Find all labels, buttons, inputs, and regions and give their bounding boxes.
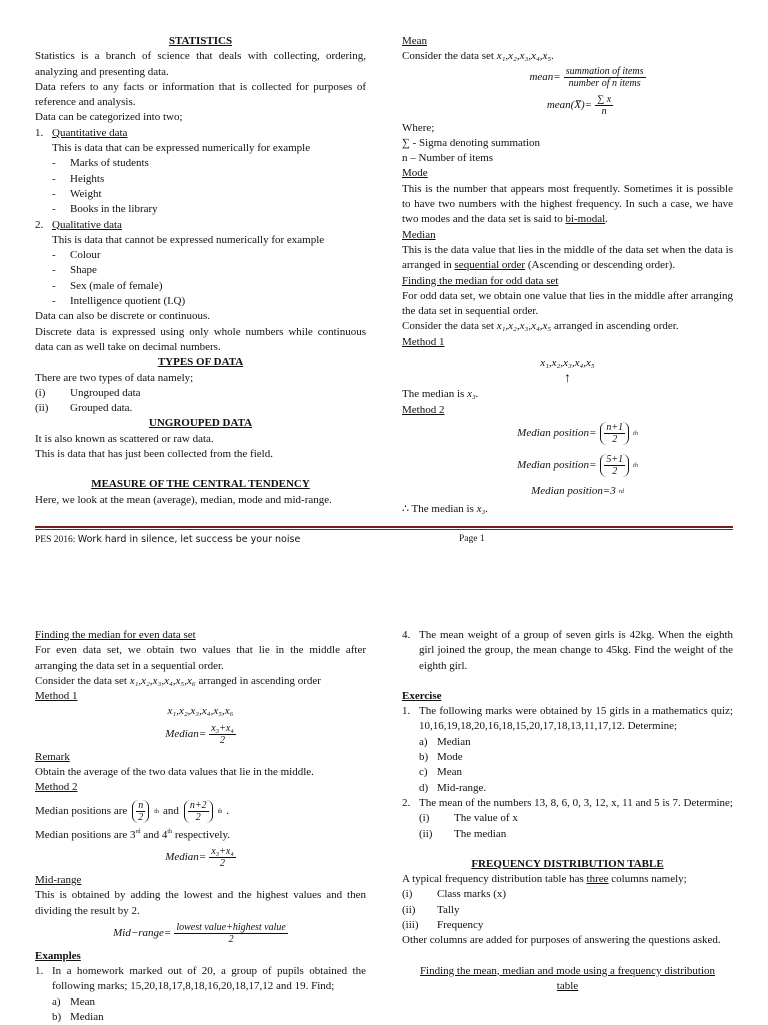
median-position-substituted: Median position= $\frac{5+1}{2}$ th <box>517 454 638 478</box>
heading-method-1: Method 1 <box>35 690 78 703</box>
heading-method-2: Method 2 <box>35 781 78 794</box>
page2-right-column <box>402 628 733 994</box>
heading-median-odd: Finding the median for odd data set <box>402 274 559 287</box>
heading-median-even: Finding the median for even data set <box>35 629 196 641</box>
list-item: - Colour <box>52 249 101 262</box>
paragraph: It is also known as scattered or raw data. <box>35 432 214 445</box>
heading-method-2: Method 2 <box>402 403 445 416</box>
paragraph: Data can also be discrete or continuous. <box>35 310 211 323</box>
paragraph: This is the data value that lies in the middle of the data set when the data is arranged in sequential order (Ascending or descending order). <box>402 243 733 272</box>
median-positions-formula: Median positions are $\frac{n}{2}$ th and $\frac{n+2}{2}$ th . <box>35 800 229 824</box>
paragraph: Consider the data set x₁,x₂,x₃,x₄,x₅ arranged in ascending order. <box>402 320 679 333</box>
paragraph: ∴ The median is x₃. <box>402 502 489 515</box>
page2-left-column <box>35 628 366 1025</box>
heading-examples: Examples <box>35 949 81 962</box>
heading-exercise: Exercise <box>402 689 442 702</box>
section-title-frequency-table: FREQUENCY DISTRIBUTION TABLE <box>471 857 664 870</box>
list-item: 2. The mean of the numbers 13, 8, 6, 0, 3, 12, x, 11 and 5 is 7. Determine; <box>402 796 733 809</box>
paragraph: This is data that has just been collected from the field. <box>35 448 273 461</box>
list-item: - Weight <box>52 187 102 200</box>
arrow-up-icon: ↑ <box>564 371 571 387</box>
list-item: - Books in the library <box>52 203 158 216</box>
page-number: Page 1 <box>459 534 485 544</box>
list-item: - Intelligence quotient (I.Q) <box>52 295 186 308</box>
footer-divider <box>35 526 733 528</box>
list-item: (i) Ungrouped data <box>35 386 141 399</box>
paragraph: For even data set, we obtain two values that lie in the middle after arranging the data set in a sequential order. <box>35 644 366 672</box>
paragraph: This is obtained by adding the lowest and the highest values and then dividing the result by 2. <box>35 889 366 917</box>
data-set-expression: x₁,x₂,x₃,x₄,x₅,x₆ <box>167 705 234 718</box>
list-item: - Sex (male of female) <box>52 279 163 292</box>
mean-formula: mean= $\frac{\text{summation of items}}{\text{number of n items}}$ <box>529 66 644 90</box>
heading-finding-mean-median-mode-cont: table <box>556 979 579 992</box>
list-item: c) Mean <box>419 766 463 779</box>
list-item: - Shape <box>52 264 97 277</box>
list-heading: Quantitative data <box>52 126 128 139</box>
heading-finding-mean-median-mode: Finding the mean, median and mode using a frequency distribution <box>419 964 716 977</box>
paragraph: This is data that can be expressed numerically for example <box>52 142 311 155</box>
paragraph: The median is x₃. <box>402 388 479 401</box>
data-set-expression: x₁,x₂,x₃,x₄,x₅ <box>540 357 595 370</box>
paragraph: Consider the data set x₁,x₂,x₃,x₄,x₅,x₆ arranged in ascending order <box>35 674 321 687</box>
median-formula: Median= $\frac{\text{x₃+x₄}}{2}$ <box>165 846 234 870</box>
section-title-statistics: STATISTICS <box>168 35 233 47</box>
list-item: 1. In a homework marked out of 20, a group of pupils obtained the following marks; 15,20,18,17,8,18,16,20,18,17,12 and 19. Find; <box>35 965 366 993</box>
list-item: (ii) The median <box>419 827 507 840</box>
heading-mid-range: Mid-range <box>35 873 82 886</box>
list-item: (i) Class marks (x) <box>402 888 507 901</box>
list-item: a) Median <box>419 735 471 748</box>
list-item: 1. The following marks were obtained by 15 girls in a mathematics quiz; 10,16,19,18,20,16,18,15,20,17,18,13,11,17,12. Determine; <box>402 705 733 733</box>
paragraph: ∑ - Sigma denoting summation <box>402 136 540 149</box>
heading-method-1: Method 1 <box>402 335 445 348</box>
list-heading: Qualitative data <box>52 218 122 231</box>
paragraph: Here, we look at the mean (average), median, mode and mid-range. <box>35 493 332 506</box>
page1-right-column <box>402 34 733 517</box>
list-item: b) Mode <box>419 751 463 764</box>
list-item: (iii) Frequency <box>402 919 484 932</box>
mid-range-formula: Mid−range= $\frac{\text{lowest value+highest value}}{2}$ <box>113 922 286 946</box>
paragraph: Median positions are 3rd and 4th respectively. <box>35 828 231 841</box>
paragraph: This is the number that appears most frequently. Sometimes it is possible to have two numbers with the highest frequency. In such a case, we have two modes and the data set is said to bi-modal. <box>402 182 733 226</box>
list-item: 4. The mean weight of a group of seven girls is 42kg. When the eighth girl joined the group, the mean change to 45kg. Find the weight of the eighth girl. <box>402 629 733 672</box>
median-formula: Median= $\frac{\text{x₃+x₄}}{2}$ <box>165 723 234 747</box>
paragraph: Obtain the average of the two data values that lie in the middle. <box>35 766 314 779</box>
median-position-formula: Median position= $\frac{n+1}{2}$ th <box>517 422 638 446</box>
heading-median: Median <box>402 228 436 241</box>
list-item: 2. Qualitative data <box>35 218 366 233</box>
list-item: 1. Quantitative data <box>35 126 366 141</box>
paragraph: A typical frequency distribution table has three columns namely; <box>402 873 687 886</box>
footer-motto: PES 2016: Work hard in silence, let success be your noise <box>35 534 301 545</box>
paragraph: Where; <box>402 121 435 134</box>
heading-mean: Mean <box>402 35 428 47</box>
heading-mode: Mode <box>402 167 428 180</box>
paragraph: Discrete data is expressed using only whole numbers while continuous data can as well take on decimal numbers. <box>35 325 366 353</box>
paragraph: Other columns are added for purposes of answering the questions asked. <box>402 934 721 947</box>
section-title-types-of-data: TYPES OF DATA <box>157 356 244 369</box>
heading-remark: Remark <box>35 750 70 763</box>
page1-left-column <box>35 34 366 508</box>
footer-divider-thin <box>35 529 733 530</box>
list-item: (ii) Grouped data. <box>35 402 133 415</box>
section-title-ungrouped-data: UNGROUPED DATA <box>148 417 253 430</box>
section-title-central-tendency: MEASURE OF THE CENTRAL TENDENCY <box>91 478 310 491</box>
paragraph: Statistics is a branch of science that deals with collecting, ordering, analyzing and presenting data. <box>35 50 366 78</box>
list-item: (ii) Tally <box>402 903 460 916</box>
paragraph: n – Number of items <box>402 152 494 165</box>
list-item: - Marks of students <box>52 157 149 170</box>
list-item: d) Mid-range. <box>419 781 487 794</box>
paragraph: Consider the data set x₁,x₂,x₃,x₄,x₅. <box>402 50 554 63</box>
paragraph: For odd data set, we obtain one value that lies in the middle after arranging the data set in sequential order. <box>402 289 733 318</box>
list-item: b) Median <box>52 1011 104 1024</box>
list-item: - Heights <box>52 172 105 185</box>
mean-symbol-formula: mean(X̅)= $\frac{\sum x}{n}$ <box>546 94 612 118</box>
paragraph: There are two types of data namely; <box>35 371 194 384</box>
paragraph: Data can be categorized into two; <box>35 111 183 124</box>
paragraph: This is data that cannot be expressed numerically for example <box>52 233 325 246</box>
list-item: (i) The value of x <box>419 812 518 825</box>
paragraph: Data refers to any facts or information that is collected for purposes of reference and analysis. <box>35 80 366 109</box>
list-item: a) Mean <box>52 995 96 1008</box>
median-position-result: Median position=3 rd <box>531 485 624 498</box>
